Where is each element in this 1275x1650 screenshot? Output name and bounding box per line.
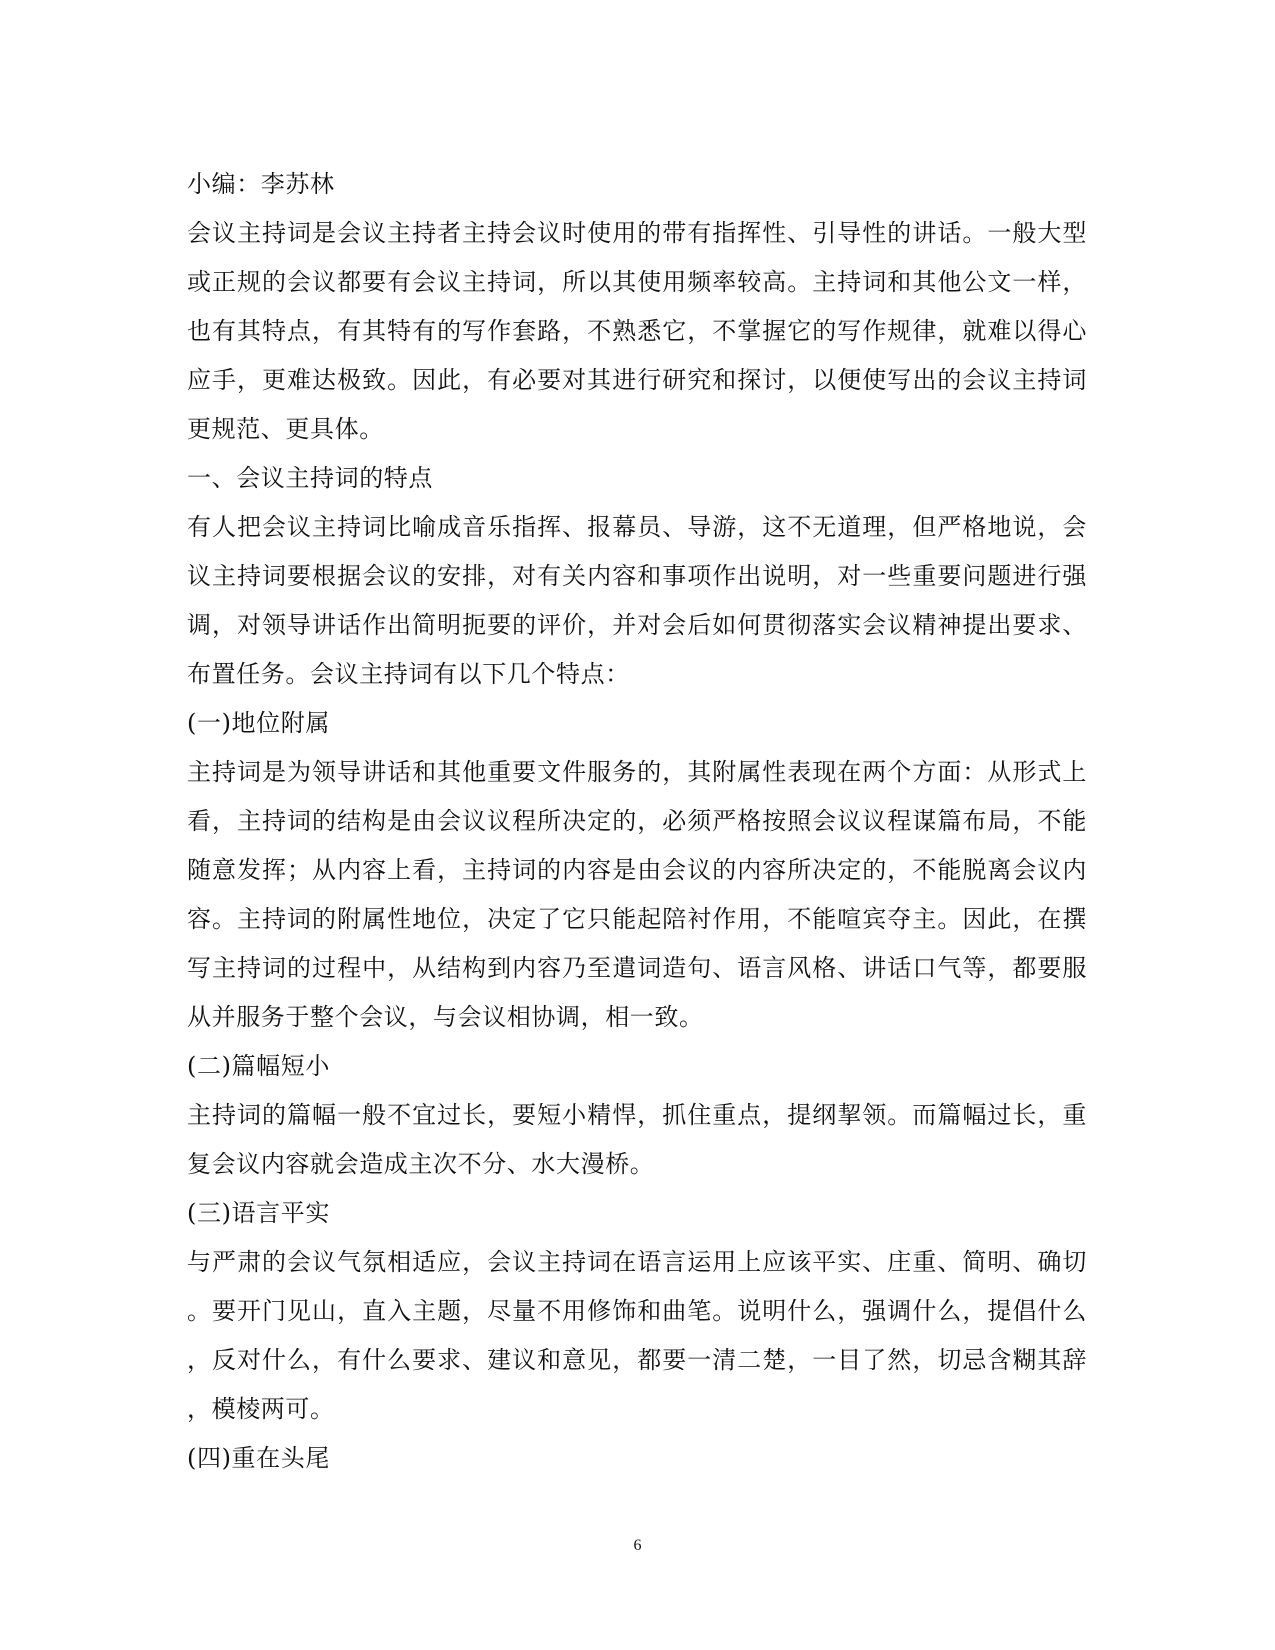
body-line: 。要开门见山，直入主题，尽量不用修饰和曲笔。说明什么，强调什么，提倡什么 xyxy=(187,1297,1087,1325)
body-line: ，模棱两可。 xyxy=(187,1395,335,1423)
body-line: 调，对领导讲话作出简明扼要的评价，并对会后如何贯彻落实会议精神提出要求、 xyxy=(187,611,1087,639)
body-line: 主持词是为领导讲话和其他重要文件服务的，其附属性表现在两个方面：从形式上 xyxy=(187,758,1087,786)
body-line: 从并服务于整个会议，与会议相协调，相一致。 xyxy=(187,1003,704,1031)
subsection-heading: (三)语言平实 xyxy=(187,1199,330,1227)
body-line: ，反对什么，有什么要求、建议和意见，都要一清二楚，一目了然，切忌含糊其辞 xyxy=(187,1346,1087,1374)
document-body xyxy=(187,160,1087,1483)
body-line: 布置任务。会议主持词有以下几个特点： xyxy=(187,660,630,688)
subsection-heading: (二)篇幅短小 xyxy=(187,1052,330,1080)
body-line: 容。主持词的附属性地位，决定了它只能起陪衬作用，不能喧宾夺主。因此，在撰 xyxy=(187,905,1087,933)
body-line: 看，主持词的结构是由会议议程所决定的，必须严格按照会议议程谋篇布局，不能 xyxy=(187,807,1087,835)
page-number: 6 xyxy=(633,1537,642,1554)
subsection-heading: (一)地位附属 xyxy=(187,709,330,737)
body-line: 应手，更难达极致。因此，有必要对其进行研究和探讨，以便使写出的会议主持词 xyxy=(187,366,1087,394)
body-line: 与严肃的会议气氛相适应，会议主持词在语言运用上应该平实、庄重、简明、确切 xyxy=(187,1248,1087,1276)
body-line: 复会议内容就会造成主次不分、水大漫桥。 xyxy=(187,1150,655,1178)
body-line: 主持词的篇幅一般不宜过长，要短小精悍，抓住重点，提纲挈领。而篇幅过长，重 xyxy=(187,1101,1087,1129)
body-line: 随意发挥；从内容上看，主持词的内容是由会议的内容所决定的，不能脱离会议内 xyxy=(187,856,1087,884)
section-heading: 一、会议主持词的特点 xyxy=(187,464,433,492)
body-line: 也有其特点，有其特有的写作套路，不熟悉它，不掌握它的写作规律，就难以得心 xyxy=(187,317,1087,345)
subsection-heading: (四)重在头尾 xyxy=(187,1444,330,1472)
body-line: 或正规的会议都要有会议主持词，所以其使用频率较高。主持词和其他公文一样， xyxy=(187,268,1087,296)
editor-line: 小编：李苏林 xyxy=(187,170,335,198)
body-line: 写主持词的过程中，从结构到内容乃至遣词造句、语言风格、讲话口气等，都要服 xyxy=(187,954,1087,982)
body-line: 议主持词要根据会议的安排，对有关内容和事项作出说明，对一些重要问题进行强 xyxy=(187,562,1087,590)
body-line: 更规范、更具体。 xyxy=(187,415,384,443)
body-line: 有人把会议主持词比喻成音乐指挥、报幕员、导游，这不无道理，但严格地说，会 xyxy=(187,513,1087,541)
body-line: 会议主持词是会议主持者主持会议时使用的带有指挥性、引导性的讲话。一般大型 xyxy=(187,219,1087,247)
